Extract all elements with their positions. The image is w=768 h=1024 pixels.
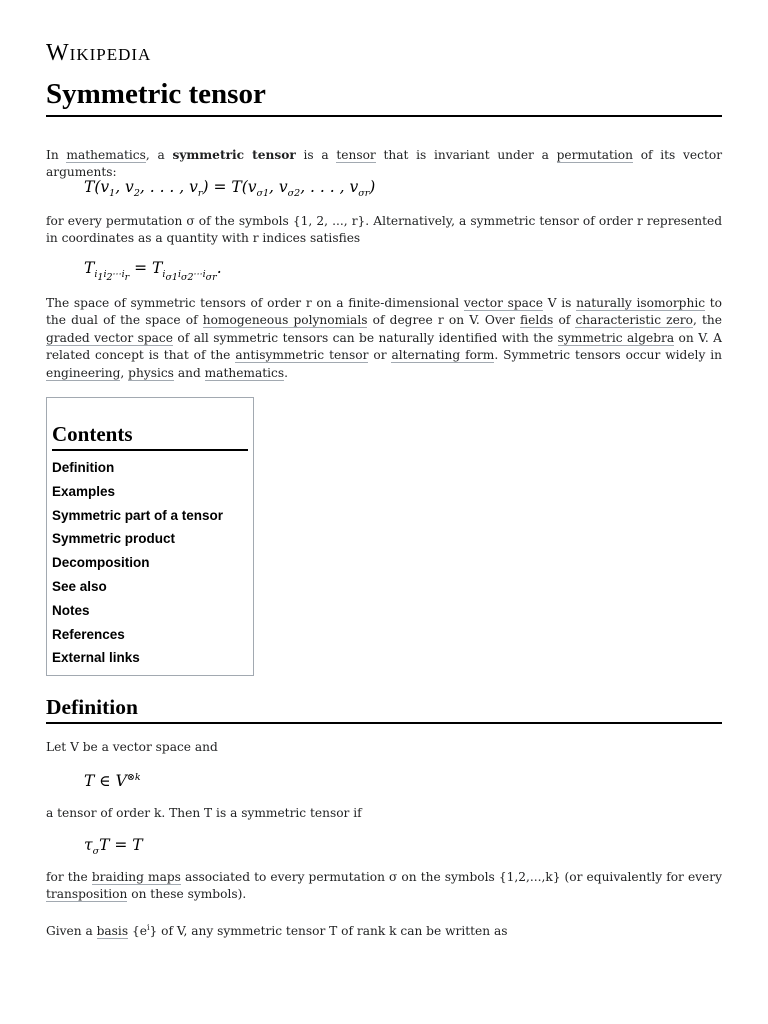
section-heading-definition: Definition <box>46 695 722 724</box>
link-alternating-form[interactable]: alternating form <box>391 348 495 363</box>
link-permutation[interactable]: permutation <box>556 148 633 162</box>
toc-item-notes[interactable]: Notes <box>52 602 90 618</box>
wikipedia-wordmark[interactable]: Wikipedia <box>46 40 152 66</box>
link-tensor[interactable]: tensor <box>336 148 376 162</box>
table-of-contents <box>46 397 254 676</box>
equation-symmetry: $T(v_1$, $v_2$, . . . , $v_r) = T(v_{\sigma 1}$, $v_{\sigma 2}$, . . . , $v_{\sigma r}$) <box>84 178 376 200</box>
definition-paragraph-2: a tensor of order k. Then T is a symmetric tensor if <box>46 806 362 820</box>
toc-list <box>52 456 223 670</box>
equation-braiding: $\tau_\sigma T = T$ <box>84 836 143 858</box>
equation-indices: $T_{i_1i_2\cdot\cdot\cdot i_r} = T_{i_{\sigma 1}i_{\sigma 2}\cdot\cdot\cdot i_{\sigma r}}$. <box>84 259 222 283</box>
link-vector-space[interactable]: vector space <box>463 296 543 310</box>
toc-item-external-links[interactable]: External links <box>52 650 140 666</box>
link-basis[interactable]: basis <box>96 924 129 939</box>
definition-paragraph-1: Let V be a vector space and <box>46 740 218 754</box>
toc-item-definition[interactable]: Definition <box>52 460 115 475</box>
link-braiding-maps[interactable]: braiding maps <box>91 870 181 884</box>
link-graded-vector-space[interactable]: graded vector space <box>46 330 173 345</box>
toc-item-decomposition[interactable]: Decomposition <box>52 555 150 571</box>
intro-paragraph-3: The space of symmetric tensors of order r on a finite-dimensional vector space V is naturally isomorphic to the dual of the space of homogeneous polynomials of degree r on V. Over fields of characteristic zero, the graded vector space of all symmetric tensors can be naturally identified with the symmetric algebra on V. A related concept is that of the antisymmetric tensor or alternating form. Symmetric tensors occur widely in engineering, physics and mathematics. <box>46 296 723 380</box>
link-characteristic-zero[interactable]: characteristic zero <box>575 313 693 328</box>
toc-item-references[interactable]: References <box>52 626 125 642</box>
page-title: Symmetric tensor <box>46 78 722 117</box>
toc-title: Contents <box>52 422 248 451</box>
link-engineering[interactable]: engineering <box>46 365 121 380</box>
link-homogeneous-polynomials[interactable]: homogeneous polynomials <box>202 313 368 328</box>
link-naturally-isomorphic[interactable]: naturally isomorphic <box>576 296 706 310</box>
toc-item-see-also[interactable]: See also <box>52 578 107 594</box>
link-mathematics[interactable]: mathematics <box>66 148 146 162</box>
link-physics[interactable]: physics <box>128 365 174 380</box>
link-fields[interactable]: fields <box>519 313 554 328</box>
link-transposition[interactable]: transposition <box>46 887 128 902</box>
link-symmetric-algebra[interactable]: symmetric algebra <box>557 330 675 345</box>
definition-paragraph-4: Given a basis $\{e^i\}$ of V, any symmetric tensor T of rank k can be written as <box>46 923 508 939</box>
intro-paragraph-2: for every permutation σ of the symbols {1, 2, ..., r}. Alternatively, a symmetric tensor of order r represented in coordinates as a quantity with r indices satisfies <box>46 214 722 246</box>
intro-paragraph-1: In mathematics, a symmetric tensor is a tensor that is invariant under a permutation of its vector arguments: <box>46 148 723 180</box>
equation-tensor-space: T ∈ $V^{\otimes k}$ <box>84 772 141 791</box>
definition-paragraph-3: for the braiding maps associated to every permutation σ on the symbols {1,2,...,k} (or equivalently for every transposition on these symbols). <box>46 870 722 902</box>
toc-item-symmetric-product[interactable]: Symmetric product <box>52 531 176 547</box>
toc-item-symmetric-part[interactable]: Symmetric part of a tensor <box>52 507 224 523</box>
term-bold: symmetric tensor <box>172 148 296 162</box>
link-antisymmetric-tensor[interactable]: antisymmetric tensor <box>235 348 369 363</box>
toc-item-examples[interactable]: Examples <box>52 483 116 499</box>
link-mathematics-2[interactable]: mathematics <box>204 365 285 380</box>
